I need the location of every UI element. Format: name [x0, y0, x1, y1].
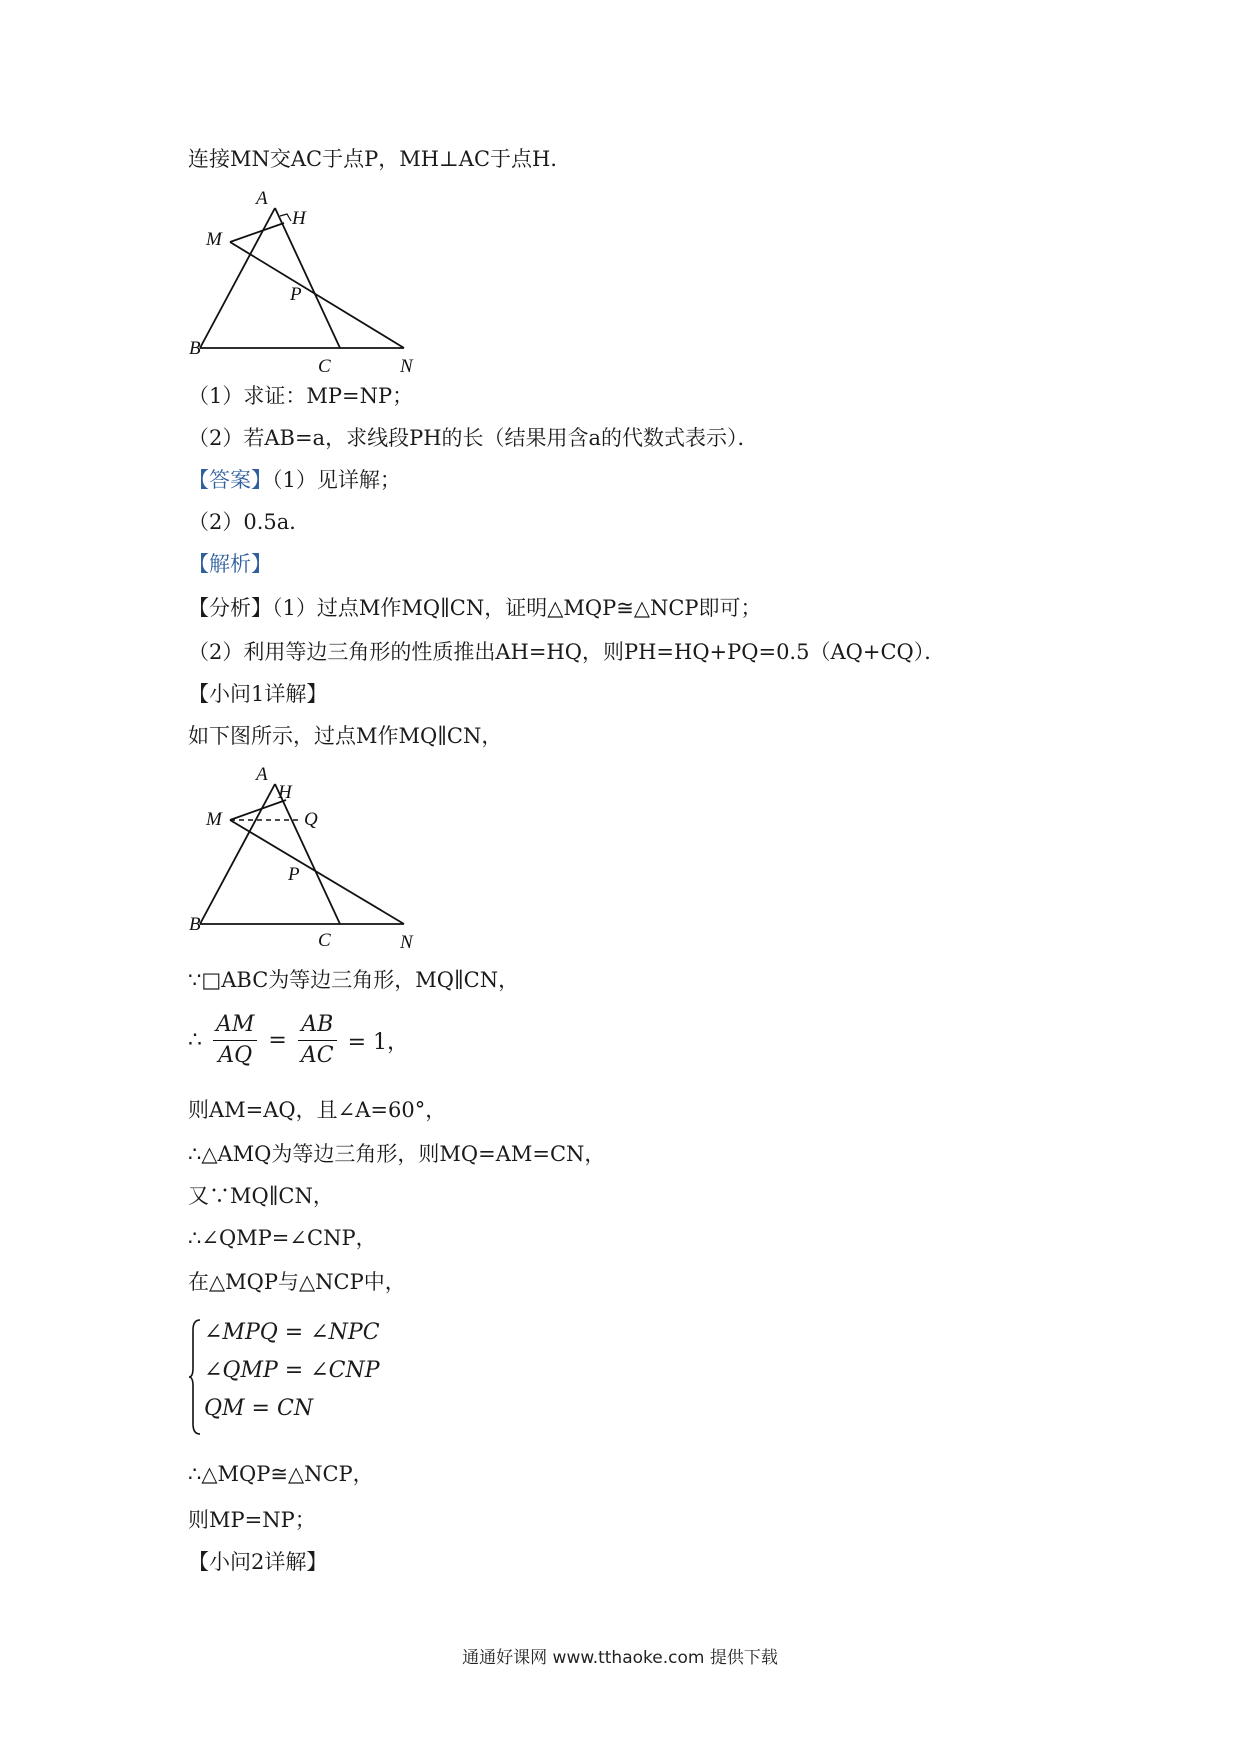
fraction-am-aq	[213, 1010, 257, 1071]
label-m: M	[206, 809, 222, 830]
equals-one: = 1，	[347, 1030, 410, 1055]
triangle-figure-2	[180, 766, 440, 956]
system-row-1: ∠MPQ = ∠NPC	[204, 1320, 380, 1345]
label-n: N	[400, 932, 413, 953]
label-a: A	[256, 766, 268, 785]
fenxi-line-2: （2）利用等边三角形的性质推出AH=HQ，则PH=HQ+PQ=0.5（AQ+CQ）．	[188, 640, 946, 664]
right-angle-mark	[280, 214, 291, 221]
equals-sign: =	[268, 1028, 287, 1053]
side-ac	[275, 784, 340, 924]
label-c: C	[318, 356, 331, 377]
label-q: Q	[304, 809, 318, 830]
sub1-line-1: 如下图所示，过点M作MQ∥CN，	[188, 724, 503, 748]
label-m: M	[206, 229, 222, 250]
segment-mn	[230, 820, 404, 924]
system-row-2: ∠QMP = ∠CNP	[204, 1358, 380, 1383]
side-ab	[200, 784, 275, 924]
answer-label: 【答案】	[188, 468, 272, 492]
congruence-line: ∴△MQP≅△NCP，	[188, 1462, 374, 1486]
question-2: （2）若AB=a，求线段PH的长（结果用含a的代数式表示）．	[188, 426, 759, 450]
angle-line: ∴∠QMP=∠CNP，	[188, 1226, 377, 1250]
fraction-ab-ac	[298, 1010, 337, 1071]
label-b: B	[189, 338, 201, 359]
label-n: N	[400, 356, 413, 377]
label-p: P	[290, 284, 302, 305]
left-brace-icon	[188, 1318, 202, 1436]
therefore-symbol: ∴	[188, 1028, 202, 1053]
segment-mn	[230, 242, 404, 348]
fraction-denominator: AQ	[218, 1043, 253, 1068]
answer-1: （1）见详解；	[272, 468, 401, 492]
label-c: C	[318, 930, 331, 951]
sub1-header: 【小问1详解】	[188, 682, 328, 706]
fraction-numerator: AB	[298, 1010, 337, 1041]
equation-system	[188, 1318, 438, 1436]
equilateral-line: ∴△AMQ为等边三角形，则MQ=AM=CN，	[188, 1142, 606, 1166]
fraction-denominator: AC	[300, 1043, 334, 1068]
in-triangles-line: 在△MQP与△NCP中，	[188, 1270, 406, 1294]
label-h: H	[278, 782, 292, 803]
label-h: H	[292, 208, 306, 229]
answer-line	[188, 466, 401, 494]
triangle-figure-1	[180, 190, 440, 380]
analysis-label: 【解析】	[188, 552, 272, 576]
segment-mh	[230, 223, 284, 242]
since-line: ∵□ABC为等边三角形，MQ∥CN，	[188, 968, 520, 992]
am-aq-line: 则AM=AQ，且∠A=60°，	[188, 1098, 447, 1122]
label-a: A	[256, 190, 268, 209]
footer-source: 通通好课网 www.tthaoke.com 提供下载	[462, 1648, 778, 1668]
sub2-header: 【小问2详解】	[188, 1550, 328, 1574]
intro-line: 连接MN交AC于点P，MH⊥AC于点H．	[188, 147, 572, 171]
system-row-3: QM = CN	[204, 1396, 314, 1421]
fraction-equation	[188, 1010, 409, 1071]
parallel-line: 又∵MQ∥CN，	[188, 1184, 334, 1208]
question-1: （1）求证：MP=NP；	[188, 384, 414, 408]
answer-2: （2）0.5a．	[188, 510, 311, 534]
label-b: B	[189, 914, 201, 935]
mp-np-line: 则MP=NP；	[188, 1508, 316, 1532]
fenxi-line-1: 【分析】（1）过点M作MQ∥CN，证明△MQP≅△NCP即可；	[188, 596, 762, 620]
fraction-numerator: AM	[213, 1010, 257, 1041]
side-ac	[275, 208, 340, 348]
label-p: P	[288, 864, 300, 885]
